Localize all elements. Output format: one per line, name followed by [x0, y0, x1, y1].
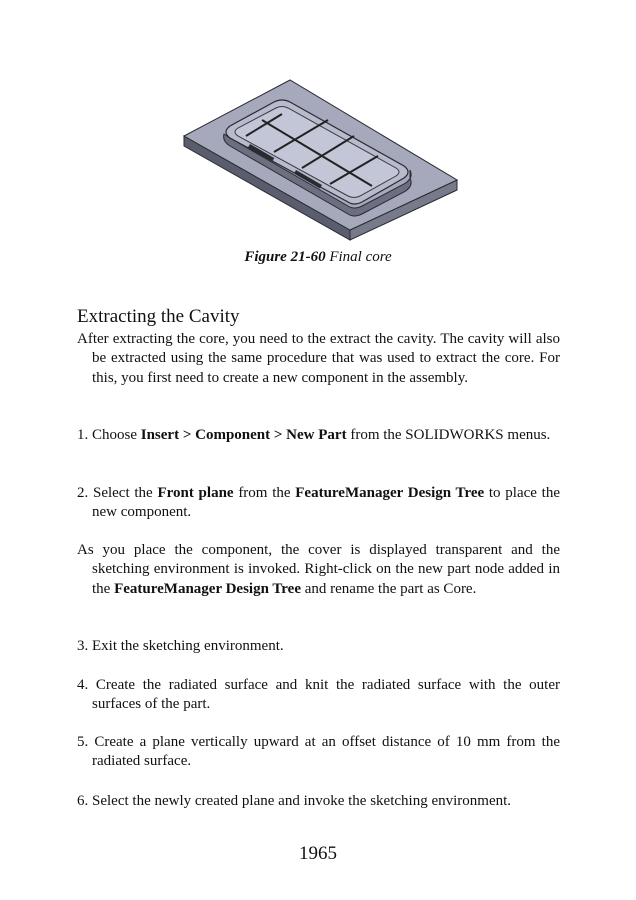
- step-5: 5. Create a plane vertically upward at an offset distance of 10 mm from the radiated surface.: [77, 734, 560, 770]
- page-number: 1965: [299, 843, 337, 864]
- step-2: [77, 484, 560, 523]
- step-4: 4. Create the radiated surface and knit the radiated surface with the outer surfaces of the part.: [77, 677, 560, 713]
- step-2-plane: Front plane: [157, 485, 234, 501]
- core-model-illustration: [178, 74, 463, 244]
- figure-caption: [0, 249, 636, 266]
- intro-paragraph: After extracting the core, you need to the extract the cavity. The cavity will also be extracted using the same procedure that was used to extract the core. For this, you first need to create a new component in the assembly.: [77, 331, 560, 386]
- note-prefix: As you place the component, the cover is displayed transparent and the sketching environment is invoked. Right-click on the new part node added in the: [77, 542, 560, 597]
- step-1-menu-path: Insert > Component > New Part: [140, 427, 347, 443]
- step-2-prefix: 2. Select the: [77, 485, 158, 501]
- step-1-prefix: 1. Choose: [77, 427, 141, 443]
- step-2-mid: from the: [233, 485, 296, 501]
- note-suffix: and rename the part as Core.: [301, 580, 477, 597]
- core-model-figure: [178, 74, 463, 244]
- step-2-suffix: to place the new component.: [92, 485, 560, 521]
- step-2-tree: FeatureManager Design Tree: [295, 485, 485, 501]
- figure-title: Final core: [329, 249, 392, 265]
- step-3: 3. Exit the sketching environment.: [77, 638, 284, 654]
- step-1: [77, 426, 560, 445]
- figure-number: Figure 21-60: [244, 249, 326, 265]
- note-tree: FeatureManager Design Tree: [114, 580, 301, 597]
- note-paragraph: [77, 541, 560, 599]
- step-6: 6. Select the newly created plane and invoke the sketching environment.: [77, 793, 512, 809]
- step-1-suffix: from the SOLIDWORKS menus.: [346, 427, 551, 443]
- section-title: Extracting the Cavity: [77, 306, 240, 327]
